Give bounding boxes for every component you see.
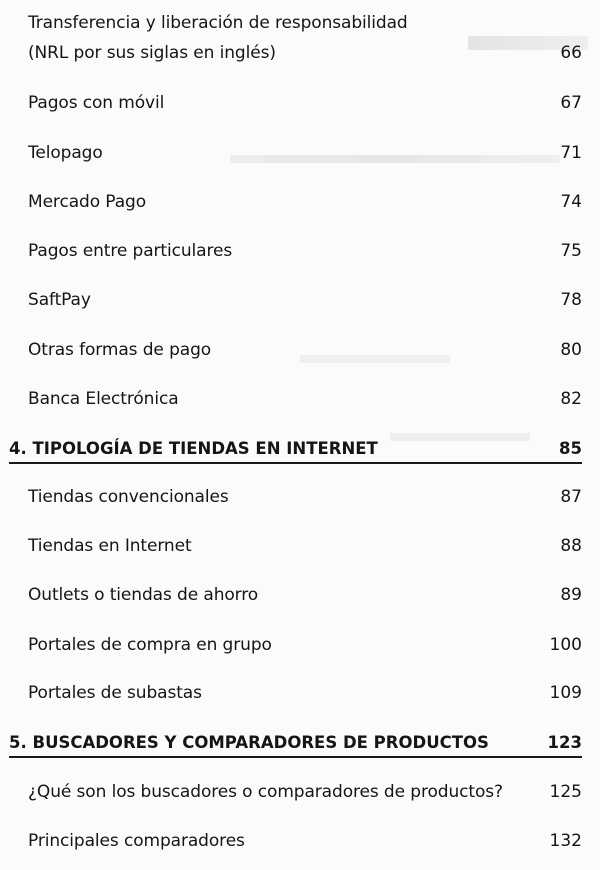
toc-entry-label: Telopago <box>28 143 103 163</box>
toc-entry-label: Portales de subastas <box>28 683 202 703</box>
toc-entry-page: 132 <box>549 831 582 851</box>
toc-entry-tiendas-convencionales[interactable] <box>0 482 600 512</box>
toc-entry-page: 82 <box>560 389 582 409</box>
toc-entry-label-continued: (NRL por sus siglas en inglés) <box>28 43 276 63</box>
toc-entry-page: 66 <box>560 43 582 63</box>
toc-entry-label: Banca Electrónica <box>28 389 179 409</box>
toc-entry-label: Portales de compra en grupo <box>28 635 272 655</box>
toc-entry-page: 67 <box>560 93 582 113</box>
toc-chapter-page: 123 <box>547 733 582 752</box>
toc-chapter-page: 85 <box>559 439 582 458</box>
toc-entry-page: 87 <box>560 487 582 507</box>
toc-entry-que-son-buscadores[interactable] <box>0 777 600 807</box>
chapter-underline <box>9 756 582 758</box>
toc-entry-subastas[interactable] <box>0 678 600 708</box>
toc-entry-pagos-movil[interactable] <box>0 88 600 118</box>
toc-chapter-title: 4. TIPOLOGÍA DE TIENDAS EN INTERNET <box>9 439 378 458</box>
toc-entry-page: 74 <box>560 192 582 212</box>
toc-entry-outlets[interactable] <box>0 580 600 610</box>
toc-entry-transferencia[interactable] <box>0 8 600 72</box>
toc-entry-page: 89 <box>560 585 582 605</box>
toc-entry-tiendas-internet[interactable] <box>0 531 600 561</box>
toc-entry-telopago[interactable] <box>0 138 600 168</box>
toc-entry-label: Pagos con móvil <box>28 93 165 113</box>
toc-entry-saftpay[interactable] <box>0 285 600 315</box>
toc-entry-page: 109 <box>549 683 582 703</box>
toc-entry-compra-grupo[interactable] <box>0 630 600 660</box>
toc-entry-label: Principales comparadores <box>28 831 245 851</box>
toc-chapter-title: 5. BUSCADORES Y COMPARADORES DE PRODUCTOS <box>9 733 489 752</box>
toc-entry-label: ¿Qué son los buscadores o comparadores de productos? <box>28 782 503 802</box>
toc-entry-page: 71 <box>560 143 582 163</box>
toc-entry-label: SaftPay <box>28 290 91 310</box>
toc-entry-page: 100 <box>549 635 582 655</box>
toc-chapter-4[interactable] <box>0 434 600 464</box>
toc-entry-mercado-pago[interactable] <box>0 187 600 217</box>
toc-entry-label: Tiendas en Internet <box>28 536 192 556</box>
toc-entry-page: 78 <box>560 290 582 310</box>
toc-entry-label: Outlets o tiendas de ahorro <box>28 585 259 605</box>
toc-entry-label: Pagos entre particulares <box>28 241 233 261</box>
toc-entry-label: Mercado Pago <box>28 192 146 212</box>
toc-entry-label: Otras formas de pago <box>28 340 212 360</box>
toc-entry-page: 88 <box>560 536 582 556</box>
toc-entry-label: Transferencia y liberación de responsabilidad <box>28 13 408 33</box>
toc-chapter-5[interactable] <box>0 728 600 758</box>
toc-entry-page: 75 <box>560 241 582 261</box>
toc-entry-label: Tiendas convencionales <box>28 487 229 507</box>
chapter-underline <box>9 462 582 464</box>
toc-entry-page: 80 <box>560 340 582 360</box>
toc-entry-page: 125 <box>549 782 582 802</box>
toc-entry-principales-comparadores[interactable] <box>0 826 600 856</box>
toc-entry-otras-formas[interactable] <box>0 335 600 365</box>
toc-entry-banca-electronica[interactable] <box>0 384 600 414</box>
toc-entry-pagos-particulares[interactable] <box>0 236 600 266</box>
